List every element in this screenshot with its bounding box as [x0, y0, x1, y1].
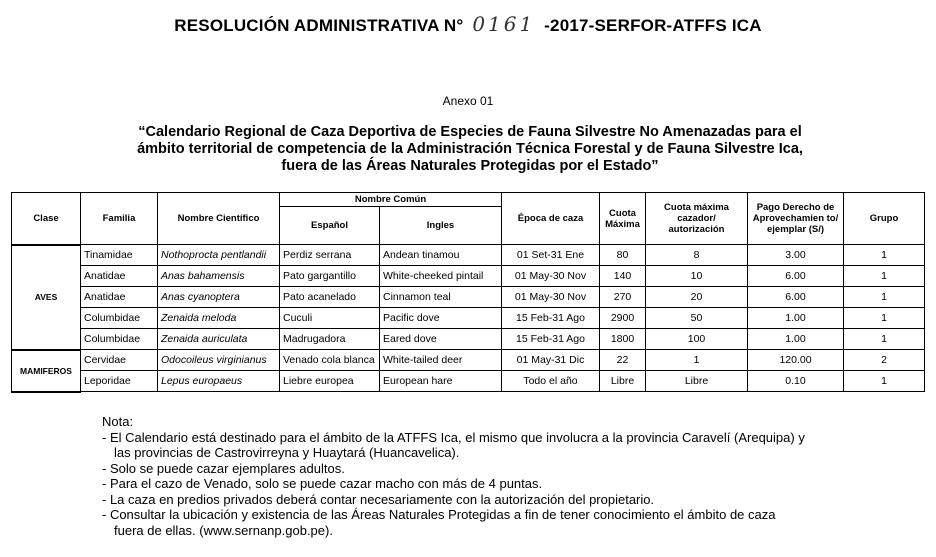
note-line: - La caza en predios privados deberá contar necesariamente con la autorización del propietario.	[102, 491, 655, 507]
season-cell: 15 Feb-31 Ago	[502, 308, 600, 329]
note-line: - Consultar la ubicación y existencia de las Áreas Naturales Protegidas a fin de tener conocimiento el ámbito de caza	[102, 507, 776, 522]
english-name-cell: Cinnamon teal	[380, 287, 502, 308]
season-cell: 01 May-30 Nov	[502, 287, 600, 308]
clase-cell: AVES	[12, 245, 81, 350]
fee-cell: 1.00	[748, 308, 844, 329]
hunter-quota-cell: 10	[646, 266, 748, 287]
max-quota-cell: 2900	[600, 308, 646, 329]
title-suffix: -2017-SERFOR-ATFFS ICA	[544, 16, 762, 35]
group-cell: 1	[844, 308, 925, 329]
table-row	[12, 308, 925, 329]
table-row	[12, 266, 925, 287]
heading-line: “Calendario Regional de Caza Deportiva de Especies de Fauna Silvestre No Amenazadas para el	[138, 124, 802, 140]
familia-cell: Anatidae	[81, 266, 158, 287]
season-cell: 01 May-30 Nov	[502, 266, 600, 287]
spanish-name-cell: Pato gargantillo	[280, 266, 380, 287]
english-name-cell: White-tailed deer	[380, 350, 502, 371]
english-name-cell: Eared dove	[380, 329, 502, 350]
header-clase: Clase	[12, 193, 81, 245]
hunter-quota-cell: 20	[646, 287, 748, 308]
handwritten-number: 0161	[472, 12, 536, 36]
spanish-name-cell: Venado cola blanca	[280, 350, 380, 371]
familia-cell: Cervidae	[81, 350, 158, 371]
note-line: - El Calendario está destinado para el ámbito de la ATFFS Ica, el mismo que involucra a la provincia Caravelí (Arequipa) y	[102, 429, 805, 445]
header-nombre-cientifico: Nombre Científico	[158, 193, 280, 245]
note-line: - Para el cazo de Venado, solo se puede cazar macho con más de 4 puntas.	[102, 476, 543, 491]
familia-cell: Leporidae	[81, 371, 158, 392]
scientific-name-cell: Zenaida meloda	[158, 308, 280, 329]
english-name-cell: European hare	[380, 371, 502, 392]
max-quota-cell: 270	[600, 287, 646, 308]
clase-cell: MAMIFEROS	[12, 350, 81, 392]
group-cell: 1	[844, 371, 925, 392]
table-row	[12, 329, 925, 350]
notes-section	[102, 414, 882, 538]
fee-cell: 6.00	[748, 287, 844, 308]
header-cuota-cazador: Cuota máxima cazador/ autorización	[646, 193, 748, 245]
note-line: las provincias de Castrovirreyna y Huaytará (Huancavelica).	[114, 445, 460, 460]
header-grupo: Grupo	[844, 193, 925, 245]
hunter-quota-cell: Libre	[646, 371, 748, 392]
fee-cell: 0.10	[748, 371, 844, 392]
max-quota-cell: 22	[600, 350, 646, 371]
scientific-name-cell: Lepus europaeus	[158, 371, 280, 392]
max-quota-cell: 80	[600, 245, 646, 266]
fee-cell: 1.00	[748, 329, 844, 350]
hunter-quota-cell: 100	[646, 329, 748, 350]
scientific-name-cell: Zenaida auriculata	[158, 329, 280, 350]
max-quota-cell: 1800	[600, 329, 646, 350]
scientific-name-cell: Nothoprocta pentlandii	[158, 245, 280, 266]
group-cell: 1	[844, 245, 925, 266]
header-espanol: Español	[280, 207, 380, 245]
table-row	[12, 245, 925, 266]
note-line: - Solo se puede cazar ejemplares adultos.	[102, 460, 345, 476]
title-prefix: RESOLUCIÓN ADMINISTRATIVA N°	[174, 16, 464, 35]
table-row	[12, 371, 925, 392]
header-ingles: Ingles	[380, 207, 502, 245]
fee-cell: 120.00	[748, 350, 844, 371]
notes-title: Nota:	[102, 414, 134, 429]
resolution-title	[0, 12, 936, 36]
header-familia: Familia	[81, 193, 158, 245]
table-row	[12, 287, 925, 308]
calendar-heading	[60, 124, 880, 175]
heading-line: fuera de las Áreas Naturales Protegidas por el Estado”	[281, 158, 659, 174]
season-cell: 01 May-31 Dic	[502, 350, 600, 371]
scientific-name-cell: Odocoileus virginianus	[158, 350, 280, 371]
note-line: fuera de ellas. (www.sernanp.gob.pe).	[114, 522, 333, 538]
hunter-quota-cell: 8	[646, 245, 748, 266]
scientific-name-cell: Anas cyanoptera	[158, 287, 280, 308]
annex-label: Anexo 01	[442, 94, 494, 108]
spanish-name-cell: Pato acanelado	[280, 287, 380, 308]
header-pago: Pago Derecho de Aprovechamien to/ ejemplar (S/)	[748, 193, 844, 245]
header-nombre-comun: Nombre Común	[280, 193, 502, 207]
hunting-calendar-table	[11, 192, 925, 393]
hunter-quota-cell: 50	[646, 308, 748, 329]
english-name-cell: White-cheeked pintail	[380, 266, 502, 287]
season-cell: 15 Feb-31 Ago	[502, 329, 600, 350]
familia-cell: Tinamidae	[81, 245, 158, 266]
group-cell: 1	[844, 329, 925, 350]
spanish-name-cell: Perdiz serrana	[280, 245, 380, 266]
fee-cell: 3.00	[748, 245, 844, 266]
fee-cell: 6.00	[748, 266, 844, 287]
english-name-cell: Andean tinamou	[380, 245, 502, 266]
spanish-name-cell: Liebre europea	[280, 371, 380, 392]
spanish-name-cell: Cuculi	[280, 308, 380, 329]
group-cell: 1	[844, 266, 925, 287]
group-cell: 2	[844, 350, 925, 371]
heading-line: ámbito territorial de competencia de la Administración Técnica Forestal y de Fauna Silvestre Ica,	[137, 141, 803, 157]
spanish-name-cell: Madrugadora	[280, 329, 380, 350]
familia-cell: Columbidae	[81, 329, 158, 350]
familia-cell: Anatidae	[81, 287, 158, 308]
hunter-quota-cell: 1	[646, 350, 748, 371]
table-row	[12, 350, 925, 371]
header-epoca: Época de caza	[502, 193, 600, 245]
season-cell: Todo el año	[502, 371, 600, 392]
max-quota-cell: 140	[600, 266, 646, 287]
max-quota-cell: Libre	[600, 371, 646, 392]
header-cuota-maxima: Cuota Máxima	[600, 193, 646, 245]
season-cell: 01 Set-31 Ene	[502, 245, 600, 266]
familia-cell: Columbidae	[81, 308, 158, 329]
scientific-name-cell: Anas bahamensis	[158, 266, 280, 287]
english-name-cell: Pacific dove	[380, 308, 502, 329]
group-cell: 1	[844, 287, 925, 308]
